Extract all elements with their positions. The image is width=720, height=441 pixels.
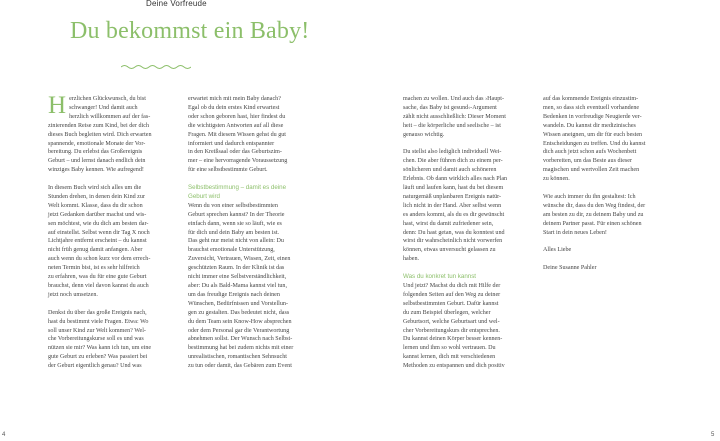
text-line: sen möchtest, wie du dich am besten dar- [48,220,149,227]
text-line: In diesem Buch wird sich alles um die [48,185,142,192]
running-header: Deine Vorfreude [146,0,207,8]
text-line: Wünschen, Bedürfnissen und Vorstellun- [188,300,288,307]
text-line: informiert und dadurch entspannter [188,140,275,147]
text-line: selbstbestimmten Geburt. Dafür kannst [403,300,499,307]
text-line: gen zu gestalten. Das bedeutet nicht, dass [188,309,290,316]
text-line: brauchst, denn viel davon kannst du auch [48,283,149,290]
text-line [543,255,675,264]
text-line: naturgemäß unplanbaren Ereignis natür- [403,193,502,200]
text-line: jetzt noch umsetzen. [48,291,98,298]
text-line: brauchst emotionale Unterstützung, [188,247,275,254]
text-line [48,300,178,309]
column-3-text-top [403,95,534,264]
text-line: nützen sie mir? Was kann ich tun, um eine [48,345,152,352]
column-1 [48,92,178,371]
drop-cap: H [48,92,67,119]
column-4-text [543,95,675,273]
text-line: oder schon geboren hast, hier findest du [188,113,286,120]
text-line: Alles Liebe [543,247,572,254]
text-line: heit – die körperliche und seelische – ist [403,122,501,129]
text-line: winziges Baby kennen. Wie aufregend! [48,167,144,174]
text-line: lich nicht in der Hand. Aber selbst wenn [403,202,502,209]
text-line: Erlebnis. Ob dann wirklich alles nach Plan [403,176,508,183]
text-line: haben. [403,256,420,263]
page-number-left: 4 [2,432,6,438]
column-2 [188,95,320,371]
text-line: folgenden Seiten auf den Weg zu deiner [403,291,501,298]
text-line: neten Termin bist, ist es sehr hilfreich [48,265,140,272]
text-line: läuft und laufen kann, hast du bei diesem [403,185,504,192]
text-line: erzlichen Glückwunsch, du bist [69,96,146,102]
text-line: mer – eine hervorragende Voraussetzung [188,158,288,165]
text-line: kannst lernen, dich mit verschiedenen [403,354,496,361]
text-line [48,175,178,184]
text-line: Geburtsort, welche Geburtsart und wel- [403,318,500,325]
text-line: Stunden drehen, in denen dein Kind zur [48,193,145,200]
text-line: für dich und dein Baby am besten ist. [188,229,280,236]
text-line: chen. Die aber führen dich zu einem per- [403,158,503,165]
text-line: auf einstellst. Selbst wenn dir Tag X noch [48,229,150,236]
text-line: denn: Du hast getan, was du konntest und [403,229,505,236]
page-number-right: 5 [711,432,715,438]
column-4 [543,95,675,273]
text-line [403,140,534,149]
text-line: deinem Partner passt. Für einen schönen [543,220,642,227]
text-line [543,184,675,193]
text-line: sönlicheren und damit auch schöneren [403,167,497,174]
text-line: sache, das Baby ist gesund‹-Argument [403,104,497,111]
text-line: Fragen. Mit diesem Wissen gehst du gut [188,131,286,138]
text-line: Entscheidungen zu treffen. Und du kannst [543,140,646,147]
text-line: men, so dass sich eventuell vorhandene [543,104,640,111]
subheading-konkret: Was du konkret tun kannst [403,273,477,281]
text-line: nicht früh genug damit anfangen. Aber [48,247,143,254]
text-line: der Geburt eigentlich genau? Und was [48,363,142,370]
text-line: können, etwas unversucht gelassen zu [403,247,496,254]
column-2-text-bottom [188,202,320,371]
text-line: Geburt – und lernst danach endlich dein [48,158,146,165]
text-line: in den Kreißsaal oder das Geburtszim- [188,149,282,156]
text-line: aber: Du als Bald-Mama kannst viel tun, [188,283,287,290]
text-line: Methoden zu entspannen und dich positiv [403,363,505,370]
text-line: abnehmen sollst. Der Wunsch nach Selbst- [188,336,293,343]
text-line: zählt nicht ausschließlich: Dieser Moment [403,113,506,120]
text-line: Zuversicht, Vertrauen, Wissen, Zeit, einen [188,256,291,263]
text-line: zu tun oder damit, das Gebären zum Event [188,363,292,370]
text-line: wirst dir wahrscheinlich nicht vorwerfen [403,238,503,245]
text-line: Du stellst also lediglich individuell Wei- [403,149,502,156]
subheading-selbstbestimmung [188,184,320,202]
text-line: nicht immer eine Selbstverständlichkeit, [188,274,287,281]
text-line: bereitung. Du erlebst das Großereignis [48,149,143,156]
text-line: lernen und ihm so wohl vertrauen. Du [403,345,496,352]
column-3-text-bottom [403,282,534,371]
column-2-text-top [188,95,320,175]
text-line: geschützten Raum. In der Klinik ist das [188,265,285,272]
text-line: magischen und wertvollen Zeit machen [543,167,640,174]
text-line: Wenn du von einer selbstbestimmten [188,202,278,209]
text-line: Start in dein neues Leben! [543,229,607,236]
text-line: Geburt wird [188,192,220,200]
text-line: Welt kommt. Klasse, dass du dir schon [48,202,143,209]
text-line: schwanger! Und damit auch [69,104,138,111]
wave-ornament [121,63,191,71]
text-line: die wichtigsten Antworten auf all diese [188,122,284,129]
text-line: Geburt sprechen kannst? In der Theorie [188,211,285,218]
text-line: Denkst du über das große Ereignis nach, [48,309,147,316]
text-line: jetzt Gedanken darüber machst und wis- [48,211,147,218]
text-line: oder dem Personal gar die Verantwortung [188,327,290,334]
text-line: Und jetzt? Machst du dich mit Hilfe der [403,283,501,289]
text-line: dieses Buch begleiten wird. Dich erwarten [48,131,152,138]
text-line: gute Geburt zu erleben? Was passiert bei [48,354,148,361]
text-line: hast du bestimmt viele Fragen. Etwa: Wo [48,318,149,325]
column-1-text [48,92,178,371]
text-line: zinierenden Reise zum Kind, bei der dich [48,122,150,129]
text-line: einfach dann, wenn sie so läuft, wie es [188,220,282,227]
text-line: Deine Susanne Pahler [543,265,597,272]
text-line: vorbereiten, um das Beste aus dieser [543,158,633,165]
page-title: Du bekommst ein Baby! [70,18,310,44]
column-3 [403,95,534,371]
text-line: zu können. [543,176,570,183]
text-line: auch wenn du schon kurz vor dem errech- [48,256,151,263]
text-line: am besten zu dir, zu deinem Baby und zu [543,211,644,218]
text-line: um das freudige Ereignis nach deinen [188,291,280,298]
text-line: che Vorbereitungskurse soll es und was [48,336,144,343]
text-line: auf das kommende Ereignis einzustim- [543,96,639,102]
text-line: machen zu wollen. Und auch das ›Haupt- [403,96,505,102]
text-line: Selbstbestimmung – damit es deine [188,184,287,192]
text-line: zu erfahren, was du für eine gute Geburt [48,274,147,281]
text-line: Das geht nur meist nicht von allein: Du [188,238,284,245]
text-line: Bedenken in vorfreudige Neugierde ver- [543,113,642,120]
text-line: wandeln. Du kannst dir medizinisches [543,122,636,129]
text-line: spannende, emotionale Monate der Vor- [48,140,146,147]
text-line: soll unser Kind zur Welt kommen? Wel- [48,327,146,334]
text-line: erwartet mich mit mein Baby danach? [188,96,281,102]
text-line: Egal ob du dein erstes Kind erwartest [188,104,280,111]
text-line: hast, wirst du damit zufriedener sein, [403,220,494,227]
text-line: genauso wichtig. [403,131,445,138]
text-line: es anders kommt, als du es dir gewünscht [403,211,505,218]
text-line: Wissen aneignen, um dir für euch besten [543,131,643,138]
text-line [543,237,675,246]
text-line: Du kannst deinen Körper besser kennen- [403,336,503,343]
text-line: herzlich willkommen auf der fas- [69,113,151,120]
text-line: du dem Team sein Know-How absprechen [188,318,292,325]
text-line: für eine selbstbestimmte Geburt. [188,167,268,174]
text-line: dich auch jetzt schon aufs Wochenbett [543,149,637,156]
text-line: bestimmung hat bei zudem nichts mit einer [188,345,294,352]
text-line: Lichtjahre entfernt erscheint – du kannst [48,238,147,245]
text-line: unrealistischen, romantischen Sehnsucht [188,354,287,361]
text-line: cher Vorbereitungskurs dir entsprechen. [403,327,500,334]
text-line: Wie auch immer du ihn gestaltest: Ich [543,193,636,200]
text-line: wünsche dir, dass du den Weg findest, der [543,202,646,209]
text-line: du zum Beispiel überlegen, welcher [403,309,491,316]
